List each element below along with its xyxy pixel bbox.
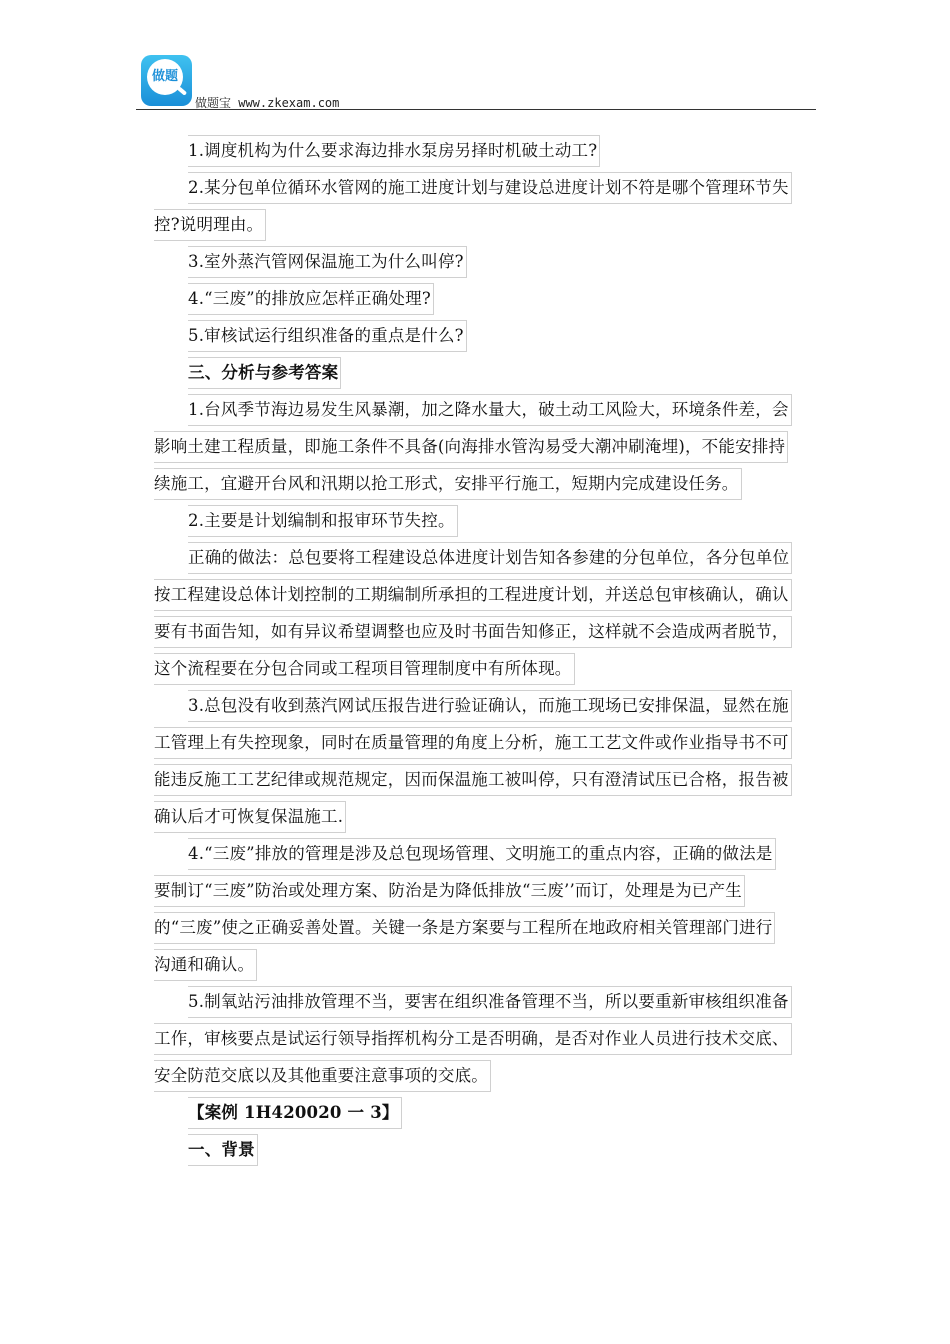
line-text: 要有书面告知，如有异议希望调整也应及时书面告知修正，这样就不会造成两者脱节， — [154, 616, 792, 648]
paragraph-line — [154, 465, 794, 502]
line-text: 一、背景 — [188, 1134, 258, 1166]
line-text: 控?说明理由。 — [154, 209, 266, 241]
paragraph-line — [154, 428, 794, 465]
paragraph-line — [154, 983, 794, 1020]
line-text: 3.总包没有收到蒸汽网试压报告进行验证确认，而施工现场已安排保温，显然在施 — [188, 690, 792, 722]
line-text: 沟通和确认。 — [154, 949, 257, 981]
line-text: 工作，审核要点是试运行领导指挥机构分工是否明确，是否对作业人员进行技术交底、 — [154, 1023, 792, 1055]
paragraph-line — [154, 872, 794, 909]
page-header — [0, 0, 950, 112]
paragraph-line — [154, 650, 794, 687]
line-text: 三、分析与参考答案 — [188, 357, 341, 389]
line-text: 4.“三废”排放的管理是涉及总包现场管理、文明施工的重点内容，正确的做法是 — [188, 838, 776, 870]
paragraph-line — [154, 946, 794, 983]
logo-text: 做题 — [147, 59, 183, 95]
line-text: 2.某分包单位循环水管网的施工进度计划与建设总进度计划不符是哪个管理环节失 — [188, 172, 792, 204]
line-text: 确认后才可恢复保温施工. — [154, 801, 346, 833]
paragraph-line — [154, 243, 794, 280]
line-text: 的“三废”使之正确妥善处置。关键一条是方案要与工程所在地政府相关管理部门进行 — [154, 912, 775, 944]
header-divider — [136, 109, 816, 110]
line-text: 2.主要是计划编制和报审环节失控。 — [188, 505, 458, 537]
line-text: 1.台风季节海边易发生风暴潮，加之降水量大，破土动工风险大，环境条件差，会 — [188, 394, 792, 426]
paragraph-line — [154, 1020, 794, 1057]
paragraph-line — [154, 687, 794, 724]
line-text: 5.制氧站污油排放管理不当，要害在组织准备管理不当，所以要重新审核组织准备 — [188, 986, 792, 1018]
line-text: 续施工，宜避开台风和汛期以抢工形式，安排平行施工，短期内完成建设任务。 — [154, 468, 742, 500]
paragraph-line — [154, 761, 794, 798]
section-heading — [154, 1131, 794, 1168]
line-text: 【案例 1H420020 一 3】 — [188, 1097, 402, 1129]
paragraph-line — [154, 132, 794, 169]
line-text: 能违反施工工艺纪律或规范规定，因而保温施工被叫停，只有澄清试压已合格，报告被 — [154, 764, 792, 796]
paragraph-line — [154, 280, 794, 317]
paragraph-line — [154, 317, 794, 354]
section-heading — [154, 1094, 794, 1131]
paragraph-line — [154, 206, 794, 243]
paragraph-line — [154, 1057, 794, 1094]
line-text: 按工程建设总体计划控制的工期编制所承担的工程进度计划，并送总包审核确认，确认 — [154, 579, 792, 611]
paragraph-line — [154, 724, 794, 761]
line-text: 1.调度机构为什么要求海边排水泵房另择时机破土动工? — [188, 135, 600, 167]
line-text: 这个流程要在分包合同或工程项目管理制度中有所体现。 — [154, 653, 575, 685]
line-text: 工管理上有失控现象，同时在质量管理的角度上分析，施工工艺文件或作业指导书不可 — [154, 727, 792, 759]
paragraph-line — [154, 909, 794, 946]
line-text: 影响土建工程质量，即施工条件不具备(向海排水管沟易受大潮冲刷淹埋)，不能安排持 — [154, 431, 788, 463]
line-text: 3.室外蒸汽管网保温施工为什么叫停? — [188, 246, 467, 278]
paragraph-line — [154, 613, 794, 650]
paragraph-line — [154, 502, 794, 539]
magnifier-handle — [177, 86, 187, 95]
paragraph-line — [154, 169, 794, 206]
paragraph-line — [154, 539, 794, 576]
line-text: 安全防范交底以及其他重要注意事项的交底。 — [154, 1060, 491, 1092]
paragraph-line — [154, 576, 794, 613]
line-text: 要制订“三废”防治或处理方案、防治是为降低排放“三废’’而订，处理是为已产生 — [154, 875, 745, 907]
paragraph-line — [154, 798, 794, 835]
line-text: 正确的做法：总包要将工程建设总体进度计划告知各参建的分包单位，各分包单位 — [188, 542, 792, 574]
paragraph-line — [154, 391, 794, 428]
line-text: 5.审核试运行组织准备的重点是什么? — [188, 320, 467, 352]
logo-icon — [141, 55, 192, 106]
site-name: 做题宝 www.zkexam.com — [195, 96, 340, 110]
document-body — [154, 132, 794, 1168]
paragraph-line — [154, 835, 794, 872]
section-heading — [154, 354, 794, 391]
line-text: 4.“三废”的排放应怎样正确处理? — [188, 283, 434, 315]
